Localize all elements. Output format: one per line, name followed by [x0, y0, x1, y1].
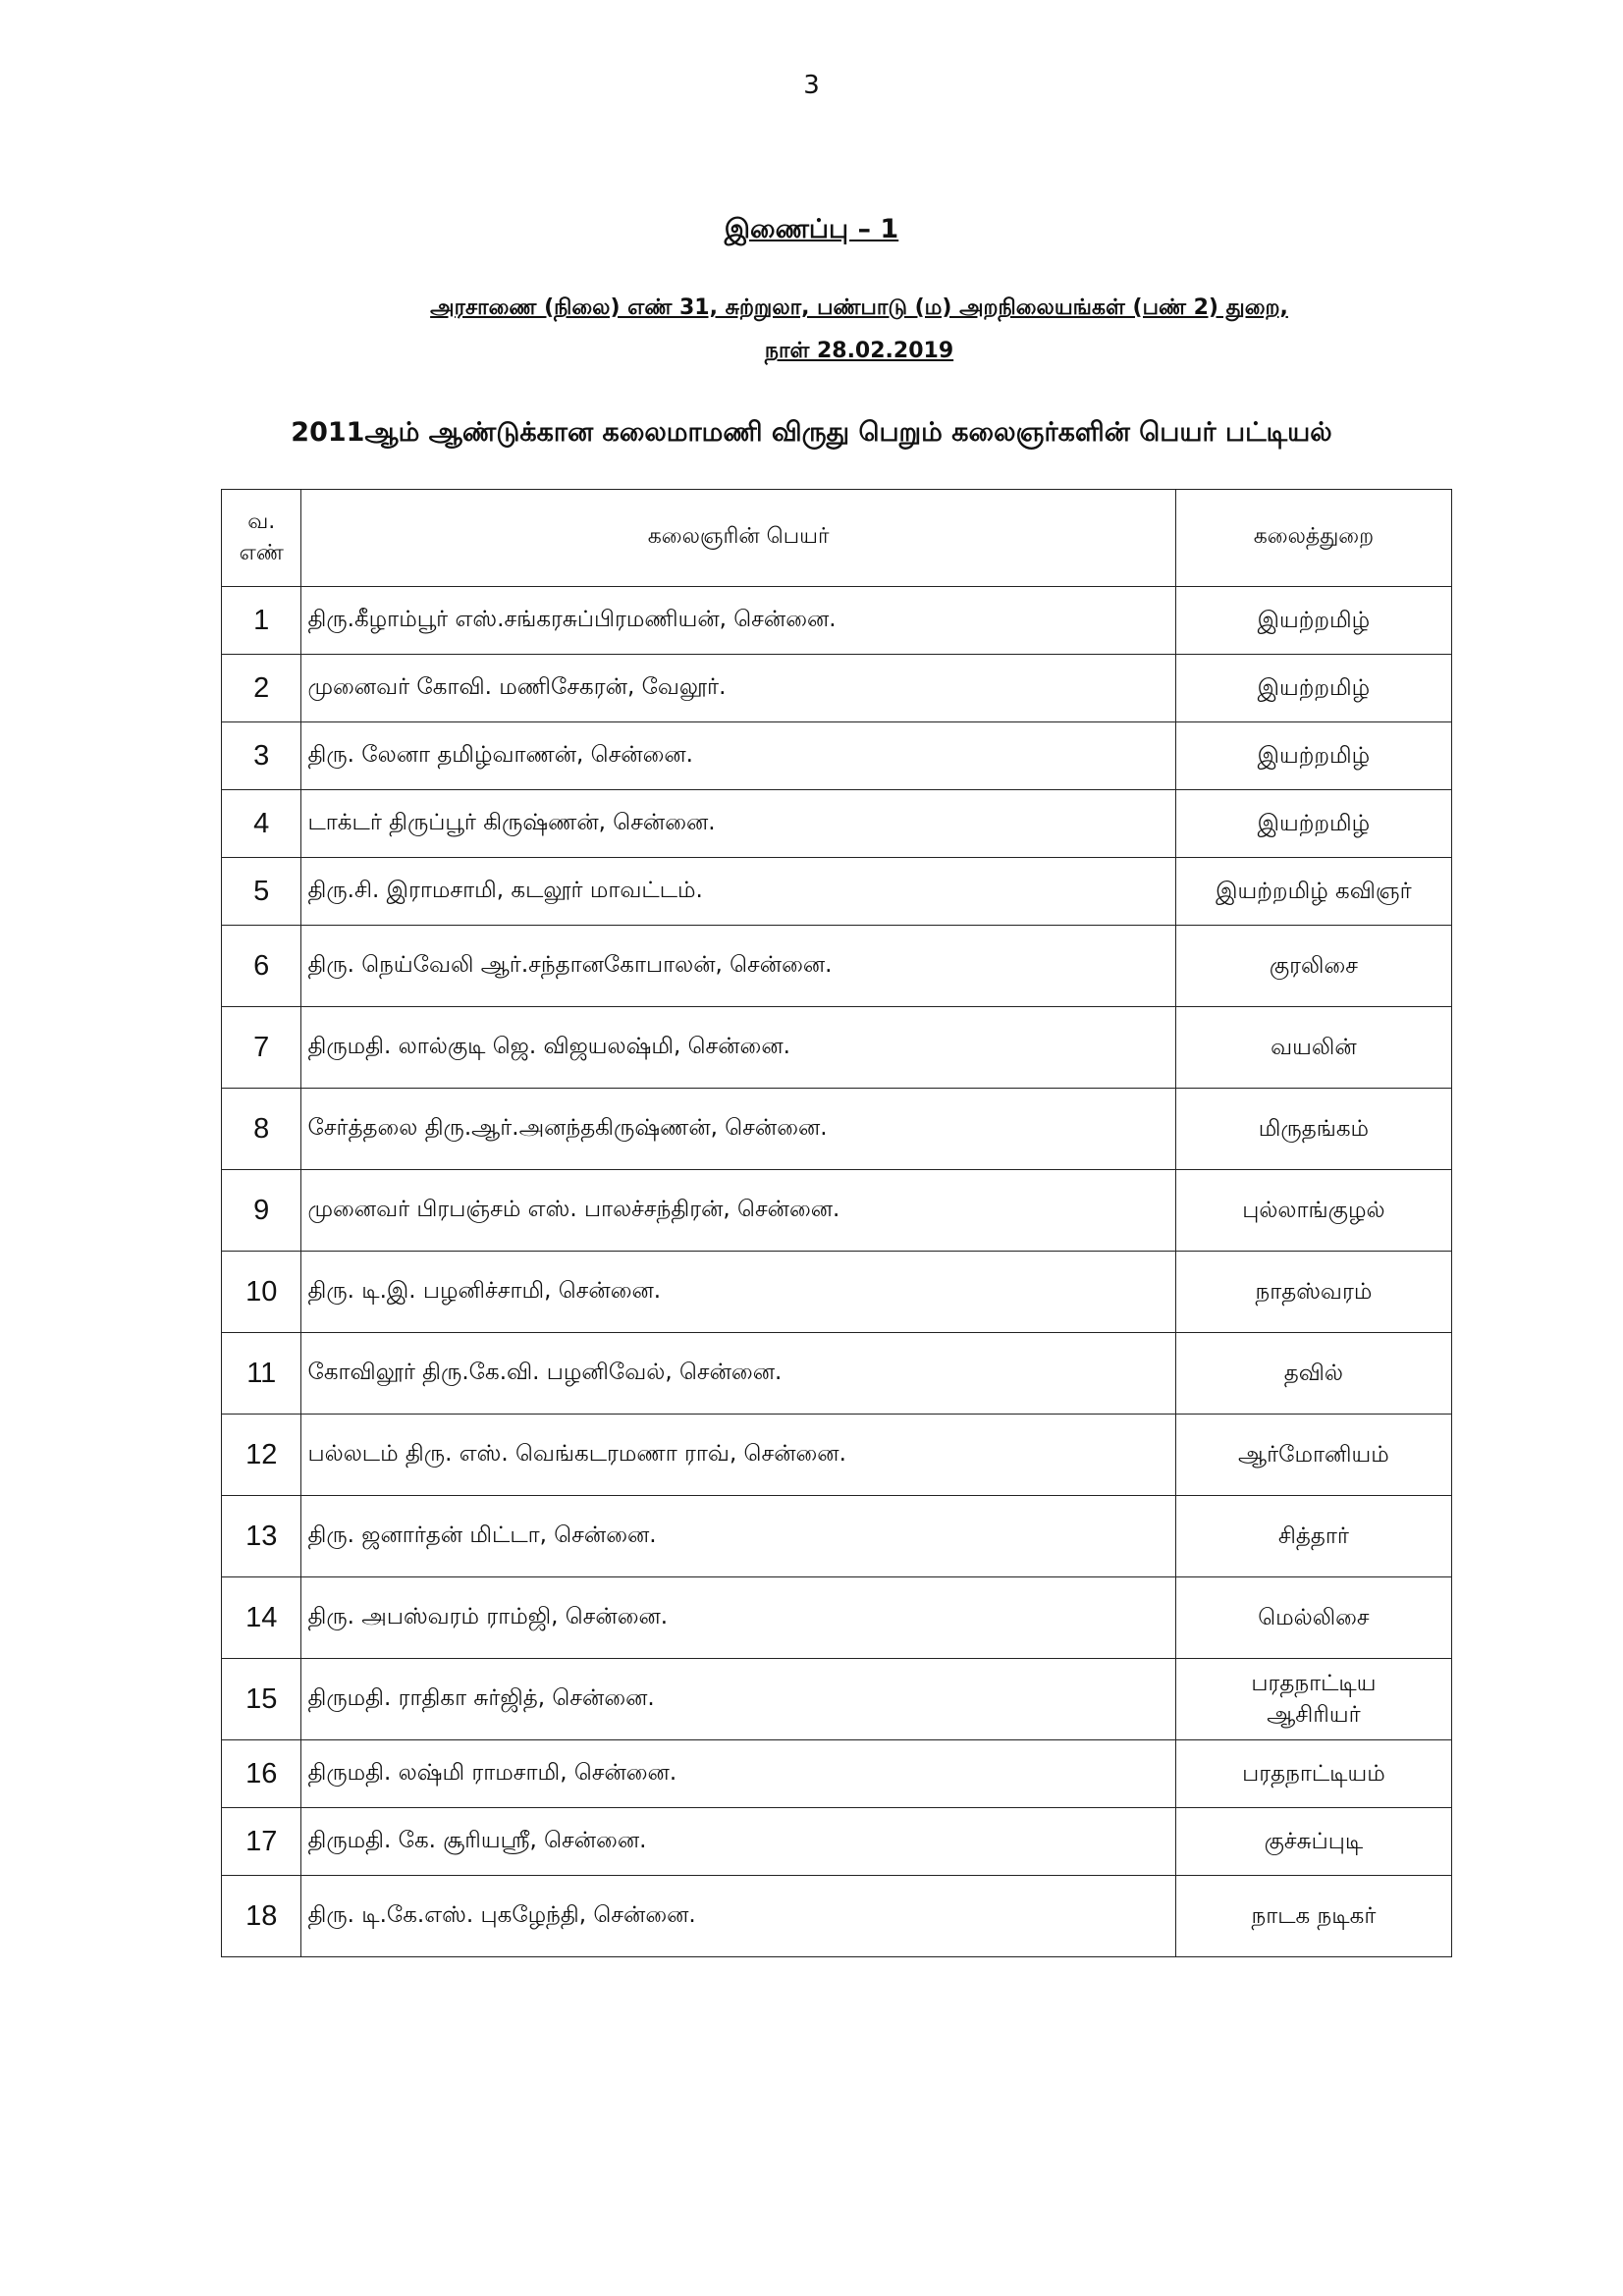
table-row — [222, 1659, 1452, 1740]
artist-name: கோவிலூர் திரு.கே.வி. பழனிவேல், சென்னை. — [301, 1333, 1175, 1415]
serial-number: 10 — [222, 1252, 301, 1333]
serial-number: 5 — [222, 858, 301, 926]
artist-name: திருமதி. கே. சூரியஶ்ரீ, சென்னை. — [301, 1808, 1175, 1876]
art-field: இயற்றமிழ் — [1175, 655, 1451, 722]
art-field: இயற்றமிழ் — [1175, 587, 1451, 655]
serial-number: 13 — [222, 1496, 301, 1577]
serial-number: 15 — [222, 1659, 301, 1740]
serial-header-line1: வ. — [247, 509, 276, 534]
table-row — [222, 1740, 1452, 1808]
artist-name: திரு. நெய்வேலி ஆர்.சந்தானகோபாலன், சென்னை. — [301, 926, 1175, 1007]
serial-number: 18 — [222, 1876, 301, 1957]
serial-number: 8 — [222, 1089, 301, 1170]
table-row — [222, 1577, 1452, 1659]
art-field: மிருதங்கம் — [1175, 1089, 1451, 1170]
table-row — [222, 655, 1452, 722]
artist-name: திரு. அபஸ்வரம் ராம்ஜி, சென்னை. — [301, 1577, 1175, 1659]
table-row — [222, 1170, 1452, 1252]
serial-number: 11 — [222, 1333, 301, 1415]
table-row — [222, 926, 1452, 1007]
art-field: இயற்றமிழ் — [1175, 722, 1451, 790]
serial-number: 4 — [222, 790, 301, 858]
art-field: குரலிசை — [1175, 926, 1451, 1007]
artist-name: சேர்த்தலை திரு.ஆர்.அனந்தகிருஷ்ணன், சென்னை. — [301, 1089, 1175, 1170]
artist-name: திருமதி. லஷ்மி ராமசாமி, சென்னை. — [301, 1740, 1175, 1808]
artist-name-header: கலைஞரின் பெயர் — [301, 490, 1175, 587]
table-header-row — [222, 490, 1452, 587]
serial-header-line2: எண் — [239, 541, 284, 565]
table-row — [222, 1808, 1452, 1876]
art-field: இயற்றமிழ் — [1175, 790, 1451, 858]
art-field: தவில் — [1175, 1333, 1451, 1415]
table-row — [222, 1876, 1452, 1957]
art-field-line1: பரதநாட்டிய — [1251, 1671, 1377, 1696]
serial-number: 16 — [222, 1740, 301, 1808]
serial-number: 3 — [222, 722, 301, 790]
art-field: நாதஸ்வரம் — [1175, 1252, 1451, 1333]
serial-number: 1 — [222, 587, 301, 655]
table-row — [222, 587, 1452, 655]
art-field: புல்லாங்குழல் — [1175, 1170, 1451, 1252]
serial-number: 7 — [222, 1007, 301, 1089]
serial-number: 12 — [222, 1415, 301, 1496]
art-field-header: கலைத்துறை — [1175, 490, 1451, 587]
art-field-line2: ஆசிரியர் — [1267, 1702, 1361, 1728]
table-row — [222, 790, 1452, 858]
table-row — [222, 1415, 1452, 1496]
serial-number: 14 — [222, 1577, 301, 1659]
serial-number: 2 — [222, 655, 301, 722]
table-row — [222, 1252, 1452, 1333]
art-field: மெல்லிசை — [1175, 1577, 1451, 1659]
artist-name: திரு. லேனா தமிழ்வாணன், சென்னை. — [301, 722, 1175, 790]
art-field: சித்தார் — [1175, 1496, 1451, 1577]
art-field — [1175, 1659, 1451, 1740]
art-field: இயற்றமிழ் கவிஞர் — [1175, 858, 1451, 926]
artist-name: திரு. டி.இ. பழனிச்சாமி, சென்னை. — [301, 1252, 1175, 1333]
page-number: 3 — [803, 71, 820, 100]
artist-name: திருமதி. லால்குடி ஜெ. விஜயலஷ்மி, சென்னை. — [301, 1007, 1175, 1089]
artist-name: திருமதி. ராதிகா சுர்ஜித், சென்னை. — [301, 1659, 1175, 1740]
artist-name: பல்லடம் திரு. எஸ். வெங்கடரமணா ராவ், சென்னை. — [301, 1415, 1175, 1496]
art-field: நாடக நடிகர் — [1175, 1876, 1451, 1957]
table-row — [222, 722, 1452, 790]
artist-name: திரு. டி.கே.எஸ். புகழேந்தி, சென்னை. — [301, 1876, 1175, 1957]
list-title: 2011ஆம் ஆண்டுக்கான கலைமாமணி விருது பெறும் கலைஞர்களின் பெயர் பட்டியல் — [291, 417, 1332, 448]
artist-name: முனைவர் பிரபஞ்சம் எஸ். பாலச்சந்திரன், சென்னை. — [301, 1170, 1175, 1252]
artist-name: முனைவர் கோவி. மணிசேகரன், வேலூர். — [301, 655, 1175, 722]
award-recipients-table — [221, 489, 1452, 1957]
serial-number: 17 — [222, 1808, 301, 1876]
art-field: பரதநாட்டியம் — [1175, 1740, 1451, 1808]
artist-name: திரு. ஜனார்தன் மிட்டா, சென்னை. — [301, 1496, 1175, 1577]
table-row — [222, 1496, 1452, 1577]
serial-number: 9 — [222, 1170, 301, 1252]
artist-name: டாக்டர் திருப்பூர் கிருஷ்ணன், சென்னை. — [301, 790, 1175, 858]
annex-title: இணைப்பு – 1 — [724, 214, 899, 244]
artist-name: திரு.கீழாம்பூர் எஸ்.சங்கரசுப்பிரமணியன், சென்னை. — [301, 587, 1175, 655]
art-field: ஆர்மோனியம் — [1175, 1415, 1451, 1496]
go-reference-date: நாள் 28.02.2019 — [764, 339, 954, 363]
go-reference-line: அரசாணை (நிலை) எண் 31, சுற்றுலா, பண்பாடு (ம) அறநிலையங்கள் (பண் 2) துறை, — [430, 295, 1288, 320]
table-row — [222, 1333, 1452, 1415]
table-row — [222, 1007, 1452, 1089]
art-field: வயலின் — [1175, 1007, 1451, 1089]
serial-number: 6 — [222, 926, 301, 1007]
serial-number-header — [222, 490, 301, 587]
government-order-reference — [295, 287, 1424, 373]
artist-name: திரு.சி. இராமசாமி, கடலூர் மாவட்டம். — [301, 858, 1175, 926]
table-row — [222, 1089, 1452, 1170]
table-row — [222, 858, 1452, 926]
art-field: குச்சுப்புடி — [1175, 1808, 1451, 1876]
